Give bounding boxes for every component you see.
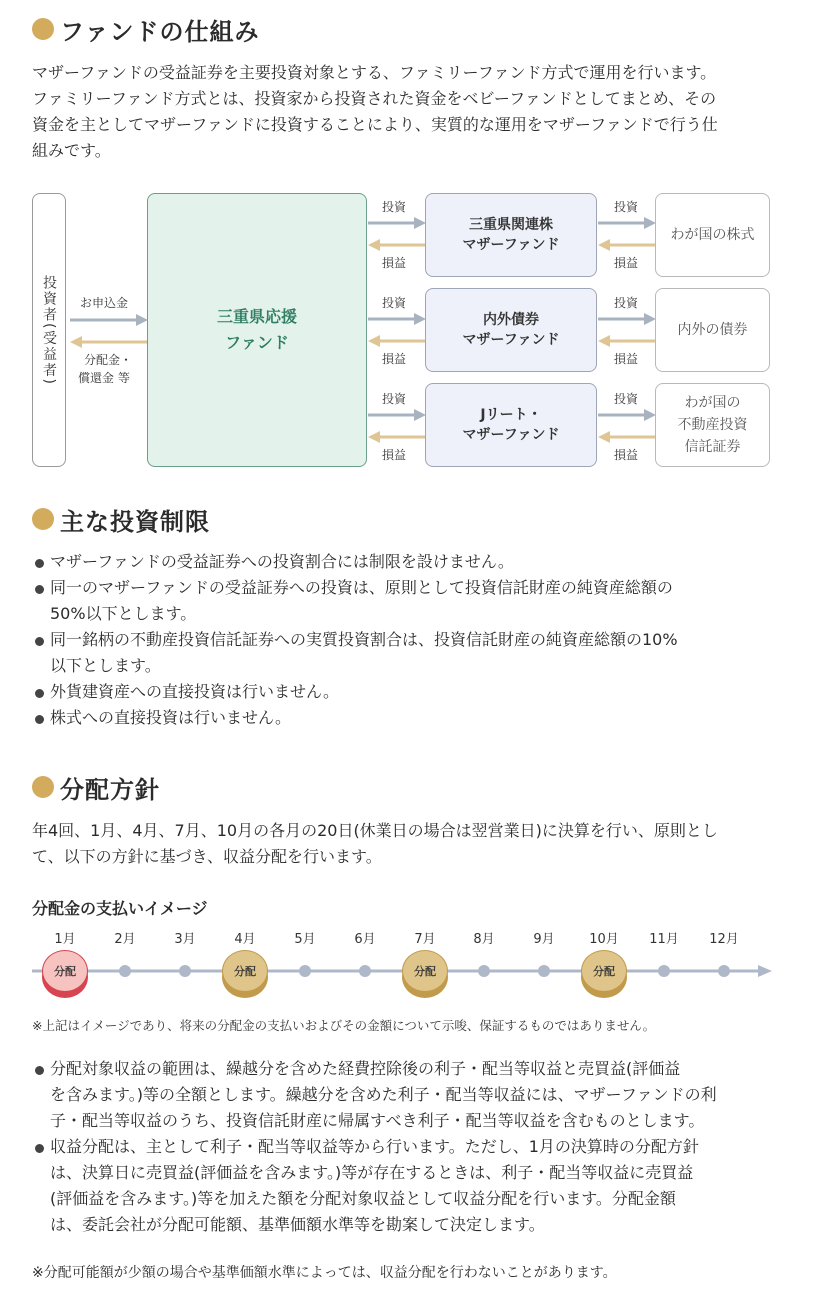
gain-label: 損益 <box>614 256 639 270</box>
gain-arrow-icon <box>598 431 656 443</box>
fund-name-line: 三重県応援 <box>216 307 297 326</box>
invest-arrow-icon <box>598 313 656 325</box>
paragraph-line: 組みです。 <box>32 141 111 160</box>
target-name: 信託証券 <box>684 439 741 455</box>
coin-label: 分配 <box>222 950 268 992</box>
timeline-dot <box>538 965 550 977</box>
month-label: 4月 <box>234 932 256 947</box>
list-item-text: は、委託会社が分配可能額、基準価額水準等を勘案して決定します。 <box>50 1215 545 1234</box>
coin-label: 分配 <box>42 950 88 992</box>
invest-label: 投資 <box>382 392 407 406</box>
invest-arrow-icon <box>598 217 656 229</box>
month-label: 7月 <box>414 932 436 947</box>
list-item-text: 同一銘柄の不動産投資信託証券への実質投資割合は、投資信託財産の純資産総額の10% <box>50 630 678 649</box>
section-title: 主な投資制限 <box>60 507 210 536</box>
gain-arrow-icon <box>368 431 426 443</box>
list-item-text: は、決算日に売買益(評価益を含みます。)等が存在するときは、利子・配当等収益に売買益 <box>50 1163 694 1182</box>
timeline-title: 分配金の支払いイメージ <box>32 899 208 918</box>
month-label: 11月 <box>649 932 679 947</box>
target-name: わが国の <box>684 395 741 411</box>
distribution-arrow-icon <box>70 336 148 348</box>
mother-fund-box <box>425 193 597 277</box>
section-title: ファンドの仕組み <box>60 17 260 46</box>
fund-box <box>147 193 367 467</box>
month-label: 1月 <box>54 932 76 947</box>
list-item-text: マザーファンドの受益証券への投資割合には制限を設けません。 <box>50 552 514 571</box>
invest-label: 投資 <box>614 200 639 214</box>
invest-arrow-icon <box>368 409 426 421</box>
subscription-arrow-icon <box>70 314 148 326</box>
target-name: わが国の株式 <box>670 227 755 243</box>
mother-fund-name: マザーファンド <box>462 332 560 348</box>
heading-bullet-icon <box>32 18 54 40</box>
list-item <box>32 679 792 705</box>
list-item <box>32 705 792 731</box>
distribution-policy-list <box>32 1056 792 1238</box>
mother-fund-name: マザーファンド <box>462 427 560 443</box>
section-title: 分配方針 <box>60 775 160 804</box>
gain-label: 損益 <box>614 448 639 462</box>
investment-target-box <box>655 193 770 277</box>
gain-arrow-icon <box>368 239 426 251</box>
subscription-label: お申込金 <box>80 296 129 310</box>
month-label: 3月 <box>174 932 196 947</box>
list-item-text: 株式への直接投資は行いません。 <box>50 708 291 727</box>
paragraph-line: ファミリーファンド方式とは、投資家から投資された資金をベビーファンドとしてまとめ、その <box>32 89 717 108</box>
month-label: 2月 <box>114 932 136 947</box>
timeline-dot <box>119 965 131 977</box>
distribution-coin-icon <box>42 950 88 998</box>
investor-box <box>32 193 66 467</box>
list-item-text: 子・配当等収益のうち、投資信託財産に帰属すべき利子・配当等収益を含むものとします。 <box>50 1111 705 1130</box>
section-heading-distribution <box>32 770 160 804</box>
restrictions-list <box>32 549 792 731</box>
list-item-text: 50%以下とします。 <box>50 604 197 623</box>
section-heading-structure <box>32 12 260 46</box>
coin-label: 分配 <box>581 950 627 992</box>
list-item-text: 収益分配は、主として利子・配当等収益等から行います。ただし、1月の決算時の分配方針 <box>50 1137 699 1156</box>
gain-arrow-icon <box>368 335 426 347</box>
mother-fund-box <box>425 288 597 372</box>
month-label: 12月 <box>709 932 739 947</box>
month-label: 5月 <box>294 932 316 947</box>
timeline-dot <box>179 965 191 977</box>
list-item <box>32 1056 792 1134</box>
structure-description <box>32 60 792 164</box>
list-item <box>32 627 792 679</box>
paragraph-line: 資金を主としてマザーファンドに投資することにより、実質的な運用をマザーファンドで行う仕 <box>32 115 718 134</box>
list-item-text: 分配対象収益の範囲は、繰越分を含めた経費控除後の利子・配当等収益と売買益(評価益 <box>50 1059 681 1078</box>
list-item-text: 外貨建資産への直接投資は行いません。 <box>50 682 339 701</box>
invest-label: 投資 <box>614 392 639 406</box>
distribution-coin-icon <box>222 950 268 998</box>
list-item-text: 同一のマザーファンドの受益証券への投資は、原則として投資信託財産の純資産総額の <box>50 578 673 597</box>
gain-arrow-icon <box>598 239 656 251</box>
timeline-dot <box>658 965 670 977</box>
heading-bullet-icon <box>32 776 54 798</box>
footnote: ※分配可能額が少額の場合や基準価額水準によっては、収益分配を行わないことがあります。 <box>32 1265 617 1281</box>
gain-label: 損益 <box>614 352 639 366</box>
month-label: 10月 <box>589 932 619 947</box>
distribution-coin-icon <box>402 950 448 998</box>
heading-bullet-icon <box>32 508 54 530</box>
mother-fund-name: 内外債券 <box>483 312 539 328</box>
gain-label: 損益 <box>382 352 407 366</box>
distribution-label: 償還金 等 <box>78 371 130 385</box>
list-item-text: を含みます。)等の全額とします。繰越分を含めた利子・配当等収益には、マザーファンドの利 <box>50 1085 717 1104</box>
list-item-text: 以下とします。 <box>50 656 161 675</box>
gain-arrow-icon <box>598 335 656 347</box>
mother-fund-name: マザーファンド <box>462 237 560 253</box>
fund-name-line: ファンド <box>225 333 289 352</box>
mother-fund-box <box>425 383 597 467</box>
mother-fund-name: 三重県関連株 <box>469 217 553 233</box>
list-item <box>32 549 792 575</box>
month-label: 8月 <box>473 932 495 947</box>
month-label: 6月 <box>354 932 376 947</box>
gain-label: 損益 <box>382 448 407 462</box>
investment-target-box <box>655 383 770 467</box>
gain-label: 損益 <box>382 256 407 270</box>
invest-arrow-icon <box>598 409 656 421</box>
distribution-description <box>32 818 792 870</box>
distribution-label: 分配金・ <box>84 353 133 367</box>
mother-fund-name: Jリート・ <box>480 407 542 423</box>
month-label: 9月 <box>533 932 555 947</box>
target-name: 内外の債券 <box>677 322 748 338</box>
invest-arrow-icon <box>368 217 426 229</box>
invest-label: 投資 <box>382 296 407 310</box>
investment-target-box <box>655 288 770 372</box>
timeline-dot <box>478 965 490 977</box>
timeline-dot <box>299 965 311 977</box>
invest-label: 投資 <box>614 296 639 310</box>
coin-label: 分配 <box>402 950 448 992</box>
paragraph-line: 年4回、1月、4月、7月、10月の各月の20日(休業日の場合は翌営業日)に決算を行い、原則とし <box>32 821 718 840</box>
list-item <box>32 575 792 627</box>
distribution-coin-icon <box>581 950 627 998</box>
timeline-dot <box>718 965 730 977</box>
invest-arrow-icon <box>368 313 426 325</box>
timeline-dot <box>359 965 371 977</box>
section-heading-restrictions <box>32 502 210 536</box>
list-item-text: (評価益を含みます。)等を加えた額を分配対象収益として収益分配を行います。分配金額 <box>50 1189 676 1208</box>
paragraph-line: て、以下の方針に基づき、収益分配を行います。 <box>32 847 382 866</box>
list-item <box>32 1134 792 1238</box>
investor-label: 投資者(受益者) <box>41 274 57 386</box>
timeline-note: ※上記はイメージであり、将来の分配金の支払いおよびその金額について示唆、保証するものではありません。 <box>32 1018 656 1033</box>
invest-label: 投資 <box>382 200 407 214</box>
target-name: 不動産投資 <box>677 417 748 433</box>
paragraph-line: マザーファンドの受益証券を主要投資対象とする、ファミリーファンド方式で運用を行います。 <box>32 63 717 82</box>
